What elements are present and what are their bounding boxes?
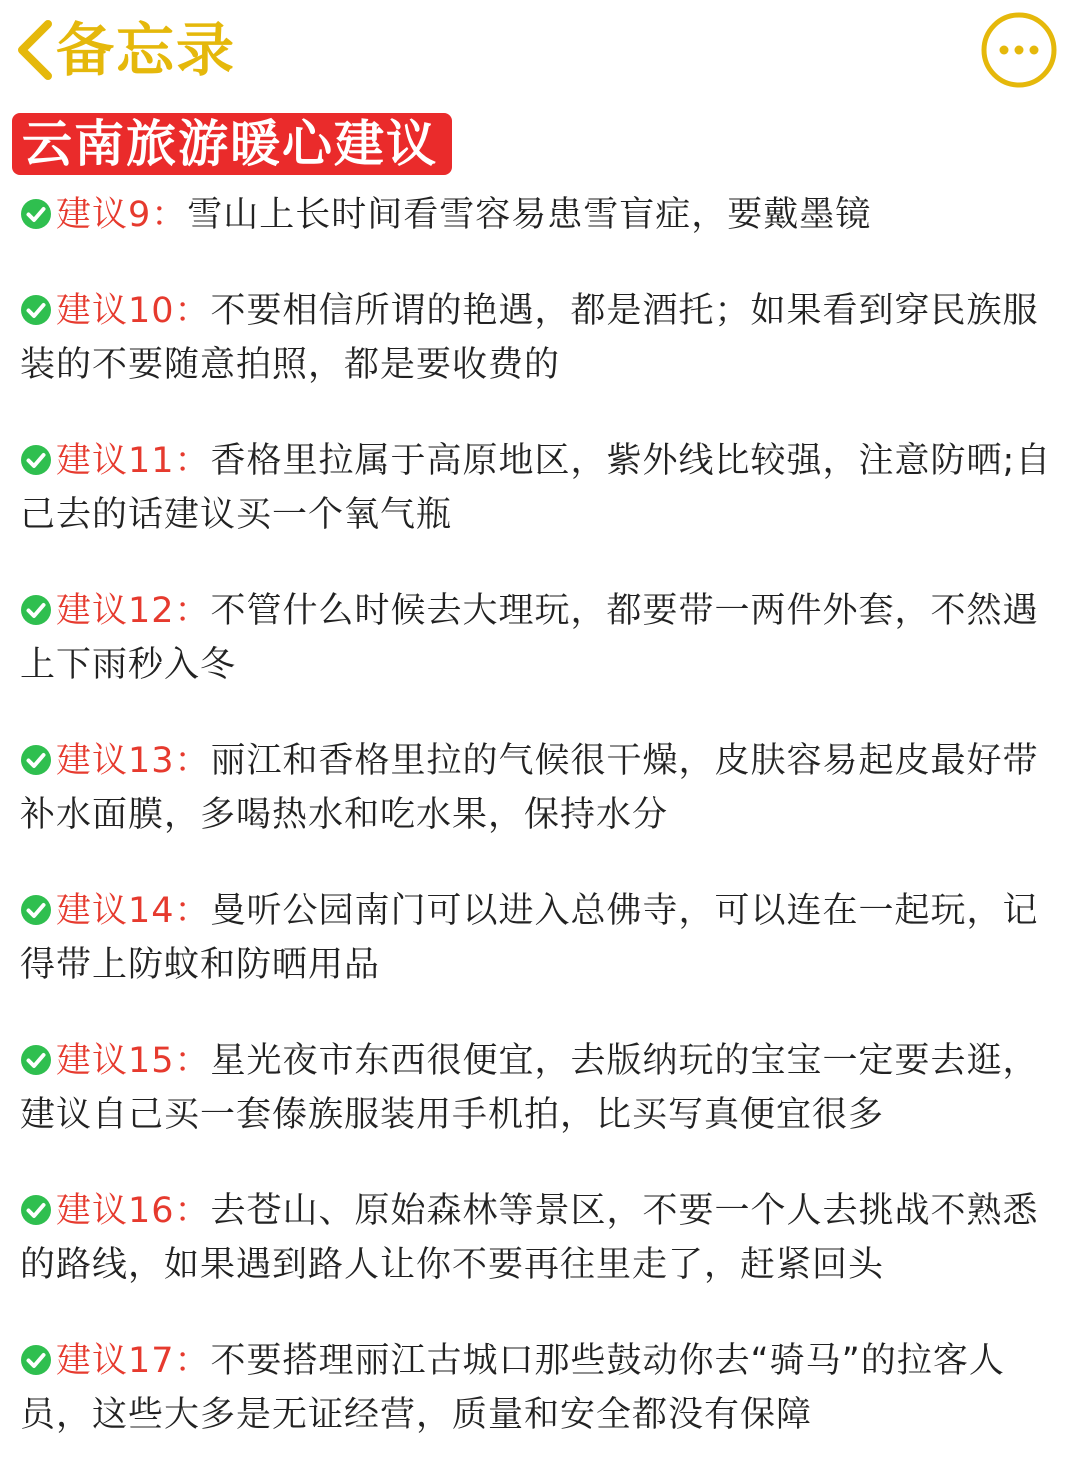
chevron-left-icon — [14, 18, 54, 82]
more-options-icon — [980, 11, 1058, 89]
tip-item — [20, 434, 1065, 542]
tip-text: 星光夜市东西很便宜，去版纳玩的宝宝一定要去逛，建议自己买一套傣族服装用手机拍，比买写真便宜很多 — [20, 1041, 1039, 1135]
tip-item — [20, 1034, 1065, 1142]
tip-item — [20, 1334, 1065, 1442]
tip-item — [20, 284, 1065, 392]
more-options-button[interactable] — [980, 11, 1058, 89]
tip-item — [20, 584, 1065, 692]
tip-label: 建议14： — [56, 891, 211, 931]
tip-label: 建议12： — [56, 591, 211, 631]
tip-label: 建议11： — [56, 441, 211, 481]
tip-label: 建议13： — [56, 741, 211, 781]
tip-text: 香格里拉属于高原地区，紫外线比较强，注意防晒;自己去的话建议买一个氧气瓶 — [20, 441, 1052, 535]
check-circle-icon — [20, 198, 52, 230]
check-circle-icon — [20, 894, 52, 926]
tip-text: 丽江和香格里拉的气候很干燥，皮肤容易起皮最好带补水面膜，多喝热水和吃水果，保持水分 — [20, 741, 1039, 835]
tip-label: 建议16： — [56, 1191, 211, 1231]
tip-label: 建议9： — [56, 195, 188, 235]
tip-label: 建议17： — [56, 1341, 211, 1381]
check-circle-icon — [20, 294, 52, 326]
check-circle-icon — [20, 744, 52, 776]
tip-item — [20, 734, 1065, 842]
tip-text: 不要相信所谓的艳遇，都是酒托；如果看到穿民族服装的不要随意拍照，都是要收费的 — [20, 291, 1039, 385]
tip-item — [20, 884, 1065, 992]
tip-item — [20, 1184, 1065, 1292]
tip-text: 去苍山、原始森林等景区，不要一个人去挑战不熟悉的路线，如果遇到路人让你不要再往里走了，赶紧回头 — [20, 1191, 1039, 1285]
tip-text: 雪山上长时间看雪容易患雪盲症，要戴墨镜 — [187, 195, 872, 235]
check-circle-icon — [20, 1344, 52, 1376]
tip-item — [20, 188, 1065, 242]
back-button[interactable] — [14, 10, 236, 90]
top-bar — [0, 0, 1080, 105]
check-circle-icon — [20, 444, 52, 476]
tip-text: 不管什么时候去大理玩，都要带一两件外套，不然遇上下雨秒入冬 — [20, 591, 1039, 685]
check-circle-icon — [20, 1044, 52, 1076]
check-circle-icon — [20, 594, 52, 626]
tip-label: 建议10： — [56, 291, 211, 331]
tip-label: 建议15： — [56, 1041, 211, 1081]
tip-text: 不要搭理丽江古城口那些鼓动你去“骑马”的拉客人员，这些大多是无证经营，质量和安全都没有保障 — [20, 1341, 1005, 1435]
tips-list — [20, 188, 1065, 1484]
tip-text: 曼听公园南门可以进入总佛寺，可以连在一起玩，记得带上防蚊和防晒用品 — [20, 891, 1039, 985]
check-circle-icon — [20, 1194, 52, 1226]
back-label: 备忘录 — [56, 16, 237, 84]
title-tag: 云南旅游暖心建议 — [12, 113, 452, 175]
